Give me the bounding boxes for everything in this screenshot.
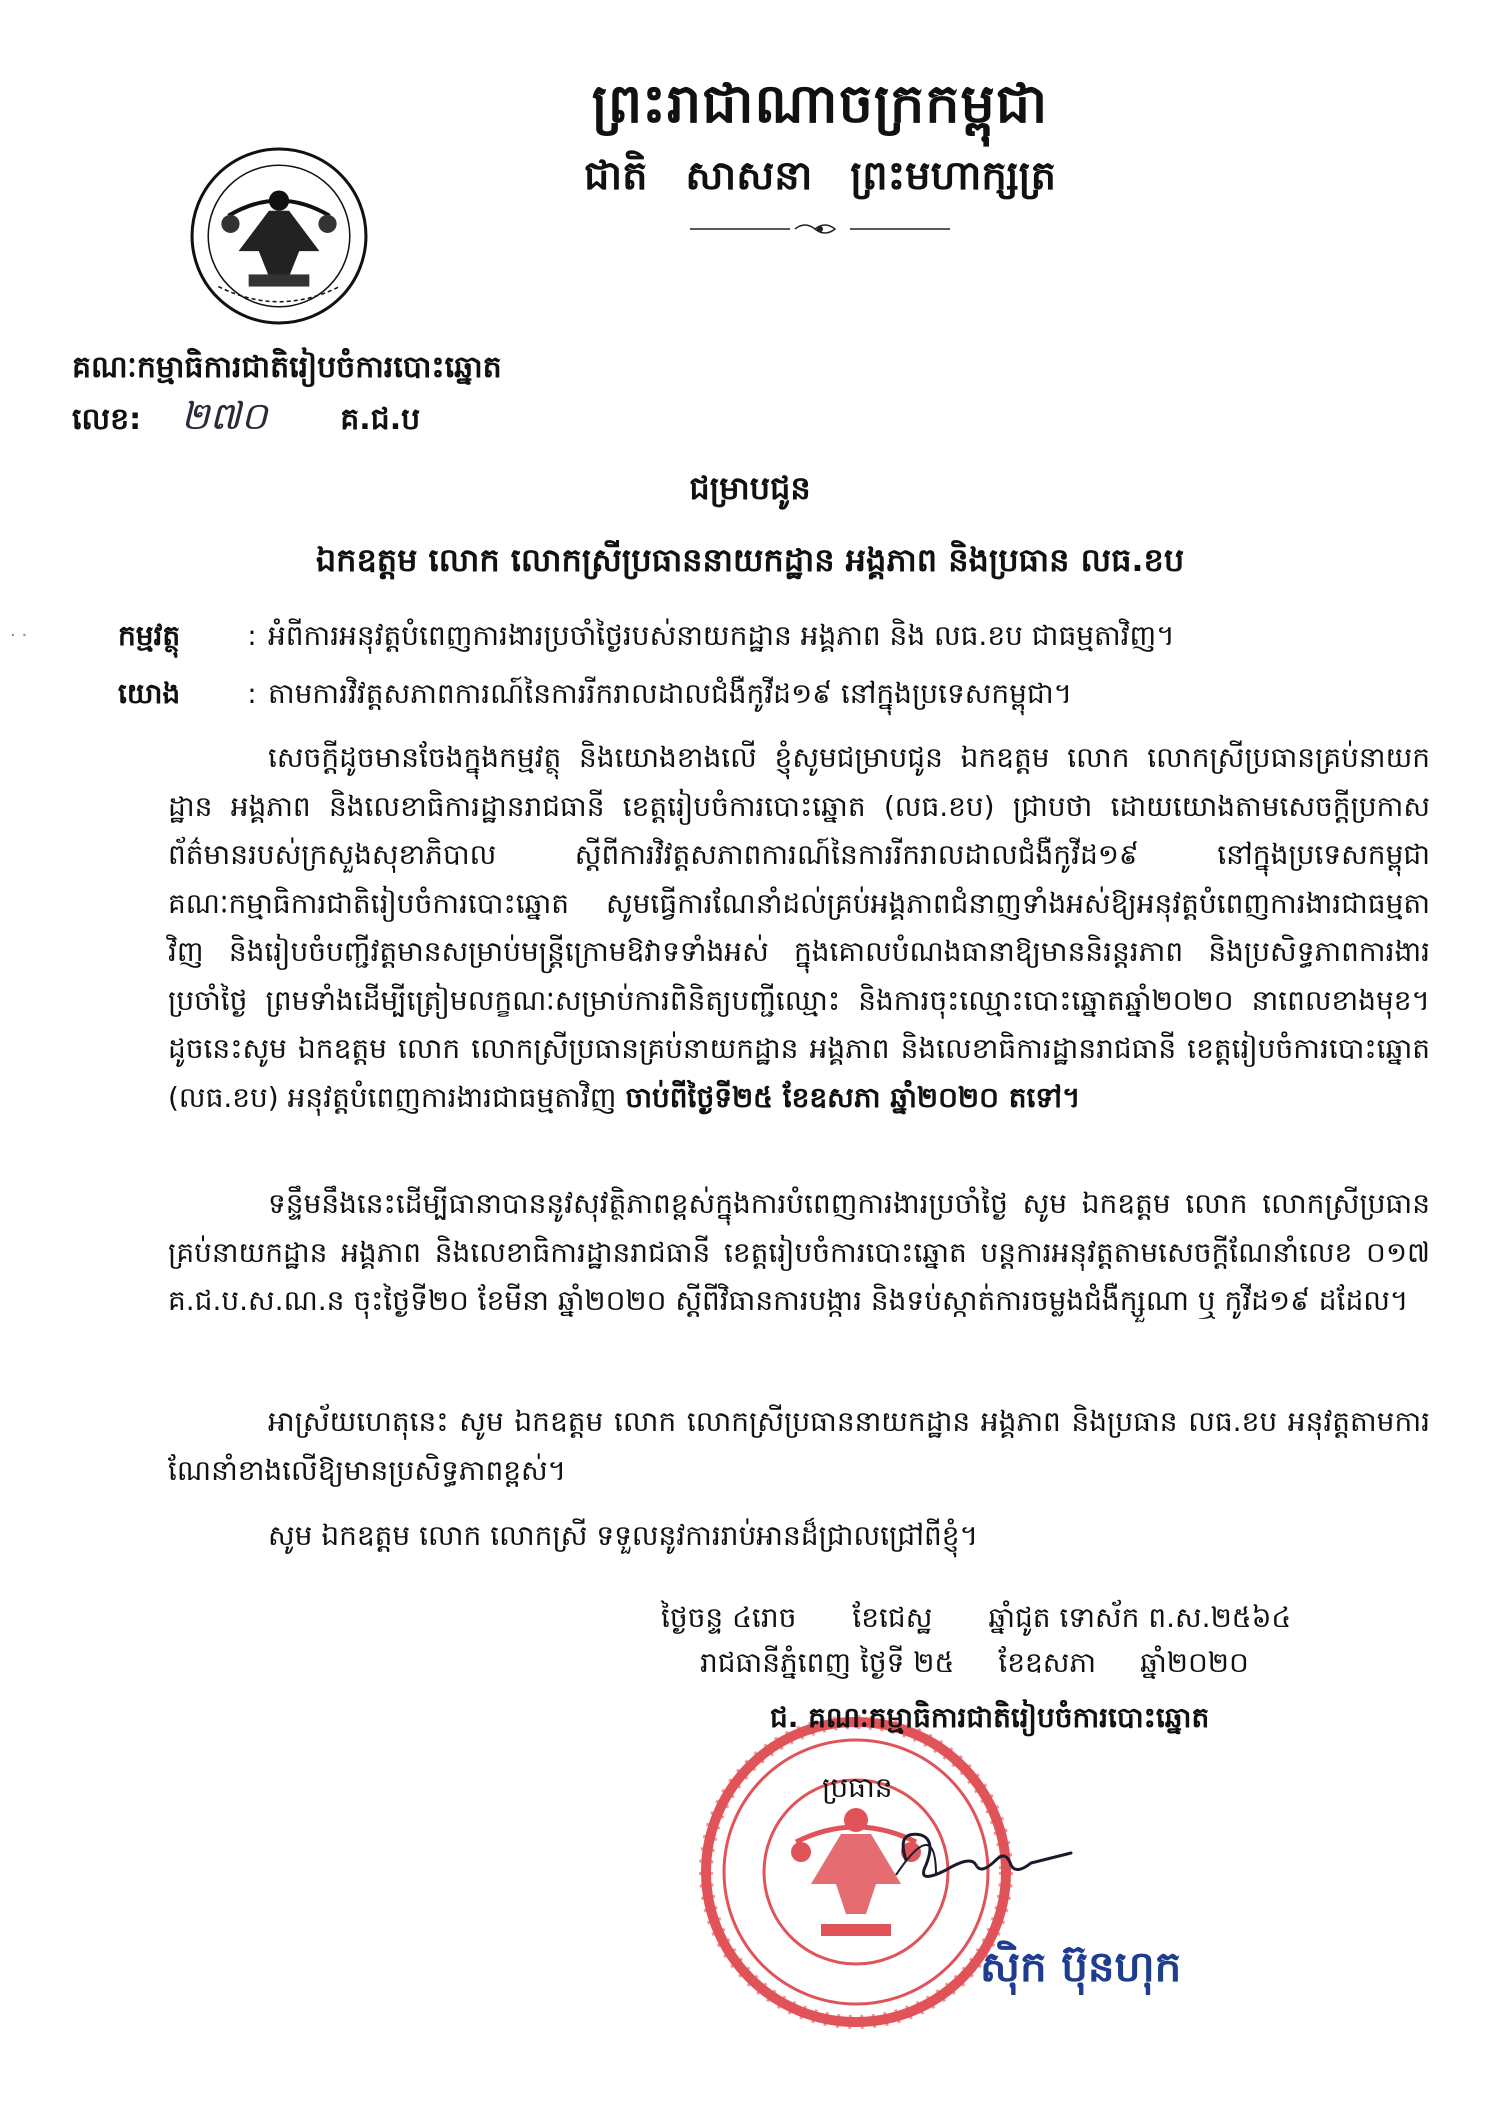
subject-row <box>118 618 1418 659</box>
scan-mark: · · <box>10 625 28 646</box>
body-paragraph-1 <box>168 734 1430 1122</box>
kingdom-title: ព្រះរាជាណាចក្រកម្ពុជា <box>591 71 1049 135</box>
ornament-divider <box>690 222 950 236</box>
ref-code: គ.ជ.ប <box>340 402 421 437</box>
sender-organization: គណៈកម្មាធិការជាតិរៀបចំការបោះឆ្នោត <box>72 350 502 385</box>
reference-label: យោង <box>118 677 181 710</box>
lunar-month: ខែជេស្ឋ <box>852 1601 933 1634</box>
ref-number: ២៧០ <box>180 394 268 438</box>
reference-text: តាមការវិវត្តសភាពការណ៍នៃការរីករាលដាលជំងឺកូវីដ១៩ នៅក្នុងប្រទេសកម្ពុជា។ <box>268 677 1073 710</box>
signing-organization: ជ. គណៈកម្មាធិការជាតិរៀបចំការបោះឆ្នោត <box>770 1701 1210 1734</box>
closing-line: សូម ឯកឧត្តម លោក លោកស្រី ទទួលនូវការរាប់អានដ៏ជ្រាលជ្រៅពីខ្ញុំ។ <box>268 1519 979 1552</box>
signer-name: ស៊ិក ប៊ុនហុក <box>980 1942 1182 1991</box>
solar-month: ខែឧសភា <box>998 1646 1097 1679</box>
body-paragraph-3: អាស្រ័យហេតុនេះ សូម ឯកឧត្តម លោក លោកស្រីប្រធាននាយកដ្ឋាន អង្គភាព និងប្រធាន លធ.ខប អនុវត្តតាមការណែនាំខាងលើឱ្យមានប្រសិទ្ធភាពខ្ពស់។ <box>168 1405 1430 1487</box>
lunar-date <box>661 1600 1347 1641</box>
lunar-day: ថ្ងៃចន្ទ ៤រោច <box>661 1601 797 1634</box>
subject-colon: : <box>247 619 257 652</box>
signer-title: ប្រធាន <box>822 1771 893 1804</box>
ref-label: លេខ: <box>72 402 142 437</box>
salutation: ជម្រាបជូន <box>689 469 811 507</box>
solar-date <box>700 1645 1293 1686</box>
national-motto: ជាតិ សាសនា ព្រះមហាក្សត្រ <box>584 152 1056 199</box>
place-and-day: រាជធានីភ្នំពេញ ថ្ងៃទី ២៥ <box>700 1646 955 1679</box>
solar-year: ឆ្នាំ២០២០ <box>1140 1646 1249 1679</box>
body-paragraph-2: ទន្ទឹមនឹងនេះដើម្បីធានាបាននូវសុវត្ថិភាពខ្ពស់ក្នុងការបំពេញការងារប្រចាំថ្ងៃ សូម ឯកឧត្តម លោក លោកស្រីប្រធានគ្រប់នាយកដ្ឋាន អង្គភាព និងលេខាធិការដ្ឋានរាជធានី ខេត្តរៀបចំការបោះឆ្នោត បន្តការអនុវត្តតាមសេចក្ដីណែនាំលេខ ០១៧ គ.ជ.ប.ស.ណ.ន ចុះថ្ងៃទី២០ ខែមីនា ឆ្នាំ២០២០ ស្ដីពីវិធានការបង្ការ និងទប់ស្កាត់ការចម្លងជំងឺក្សួណា ឬ កូវីដ១៩ ដដែល។ <box>168 1187 1430 1317</box>
subject-label: កម្មវត្ថុ <box>118 619 181 652</box>
addressee: ឯកឧត្តម លោក លោកស្រីប្រធាននាយកដ្ឋាន អង្គភាព និងប្រធាន លធ.ខប <box>315 541 1185 579</box>
reference-row <box>118 676 1418 717</box>
lunar-year: ឆ្នាំជូត ទោស័ក ព.ស.២៥៦៤ <box>988 1601 1292 1634</box>
nec-emblem-seal <box>188 145 370 327</box>
reference-number-line <box>72 392 420 448</box>
reference-colon: : <box>247 677 257 710</box>
effective-date-emphasis: ចាប់ពីថ្ងៃទី២៥ ខែឧសភា ឆ្នាំ២០២០ តទៅ។ <box>625 1080 1081 1114</box>
subject-text: អំពីការអនុវត្តបំពេញការងារប្រចាំថ្ងៃរបស់នាយកដ្ឋាន អង្គភាព និង លធ.ខប ជាធម្មតាវិញ។ <box>268 619 1175 652</box>
handwritten-signature <box>876 1800 1076 1890</box>
body-paragraph-1-text: សេចក្ដីដូចមានចែងក្នុងកម្មវត្ថុ និងយោងខាងលើ ខ្ញុំសូមជម្រាបជូន ឯកឧត្តម លោក លោកស្រីប្រធានគ្រប់នាយកដ្ឋាន អង្គភាព និងលេខាធិការដ្ឋានរាជធានី ខេត្តរៀបចំការបោះឆ្នោត (លធ.ខប) ជ្រាបថា ដោយយោងតាមសេចក្ដីប្រកាសព័ត៌មានរបស់ក្រសួងសុខាភិបាល ស្ដីពីការវិវត្តសភាពការណ៍នៃការរីករាលដាលជំងឺកូវីដ១៩ នៅក្នុងប្រទេសកម្ពុជា គណៈកម្មាធិការជាតិរៀបចំការបោះឆ្នោត សូមធ្វើការណែនាំដល់គ្រប់អង្គភាពជំនាញទាំងអស់ឱ្យអនុវត្តបំពេញការងារជាធម្មតាវិញ និងរៀបចំបញ្ជីវត្តមានសម្រាប់មន្ត្រីក្រោមឱវាទទាំងអស់ ក្នុងគោលបំណងធានាឱ្យមាននិរន្តរភាព និងប្រសិទ្ធភាពការងារប្រចាំថ្ងៃ ព្រមទាំងដើម្បីត្រៀមលក្ខណៈសម្រាប់ការពិនិត្យបញ្ជីឈ្មោះ និងការចុះឈ្មោះបោះឆ្នោតឆ្នាំ២០២០ នាពេលខាងមុខ។ ដូចនេះសូម ឯកឧត្តម លោក លោកស្រីប្រធានគ្រប់នាយកដ្ឋាន អង្គភាព និងលេខាធិការដ្ឋានរាជធានី ខេត្តរៀបចំការបោះឆ្នោត (លធ.ខប) អនុវត្តបំពេញការងារជាធម្មតាវិញ <box>168 741 1430 1114</box>
